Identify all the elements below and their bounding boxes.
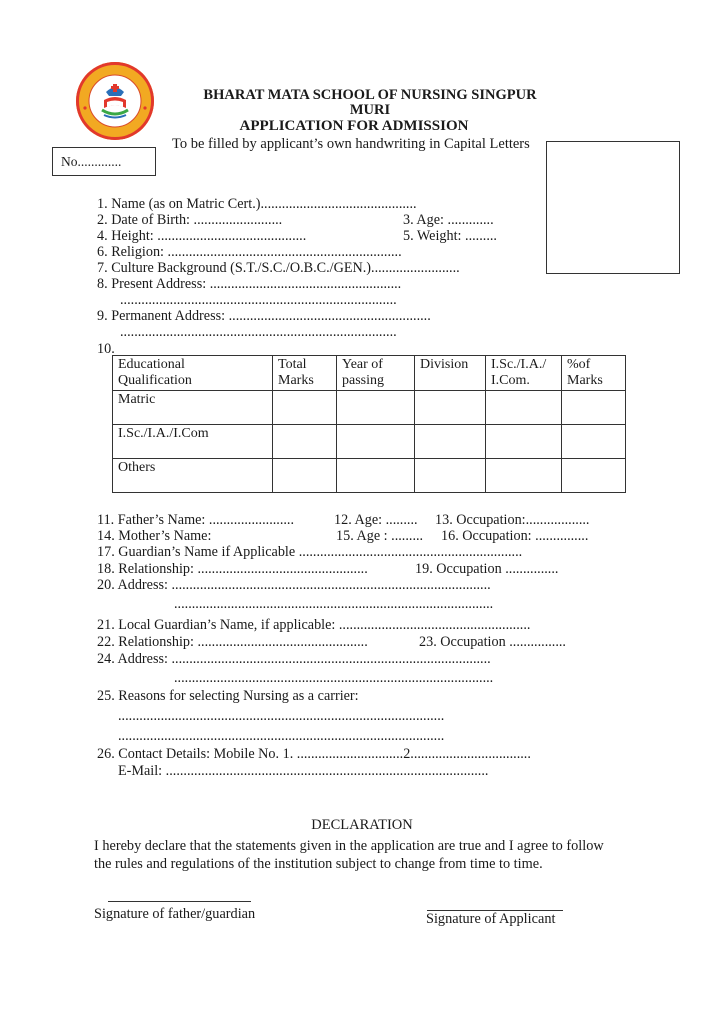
field-mother-occupation[interactable]: 16. Occupation: ...............: [441, 528, 589, 544]
header-division: Division: [415, 356, 486, 391]
field-guardian-occupation[interactable]: 19. Occupation ...............: [415, 561, 559, 577]
table-cell[interactable]: [337, 391, 415, 425]
table-row: [113, 391, 626, 425]
row-label-isc: I.Sc./I.A./I.Com: [113, 425, 273, 459]
field-email[interactable]: E-Mail: ...........................................................................................: [118, 763, 489, 779]
form-title: APPLICATION FOR ADMISSION: [239, 118, 469, 134]
table-cell[interactable]: [337, 425, 415, 459]
table-row: [113, 459, 626, 493]
field-local-guardian-occupation[interactable]: 23. Occupation ................: [419, 634, 566, 650]
field-culture-background[interactable]: 7. Culture Background (S.T./S.C./O.B.C./GEN.).........................: [97, 260, 460, 276]
field-father-name[interactable]: 11. Father’s Name: ........................: [97, 512, 295, 528]
guardian-signature-label: Signature of father/guardian: [94, 906, 256, 922]
field-reasons-line2[interactable]: ............................................................................................: [118, 728, 445, 744]
table-cell[interactable]: [337, 459, 415, 493]
row-label-matric: Matric: [113, 391, 273, 425]
field-permanent-address[interactable]: 9. Permanent Address: .........................................................: [97, 308, 431, 324]
table-cell[interactable]: [486, 425, 562, 459]
field-contact-mobile[interactable]: 26. Contact Details: Mobile No. 1. ..............................2..................................: [97, 746, 531, 762]
field-guardian-relationship[interactable]: 18. Relationship: ................................................: [97, 561, 368, 577]
school-name: BHARAT MATA SCHOOL OF NURSING SINGPUR: [203, 87, 537, 103]
field-height[interactable]: 4. Height: ..........................................: [97, 228, 307, 244]
field-guardian-name[interactable]: 17. Guardian’s Name if Applicable ...............................................................: [97, 544, 523, 560]
field-permanent-address-line2[interactable]: ..............................................................................: [120, 324, 397, 340]
field-local-guardian-relationship[interactable]: 22. Relationship: ................................................: [97, 634, 368, 650]
field-education-label: 10.: [97, 341, 115, 357]
table-cell[interactable]: [415, 391, 486, 425]
field-religion[interactable]: 6. Religion: ..................................................................: [97, 244, 402, 260]
field-guardian-address[interactable]: 20. Address: ..........................................................................................: [97, 577, 491, 593]
field-present-address[interactable]: 8. Present Address: ......................................................: [97, 276, 402, 292]
application-number-label: No.............: [61, 154, 122, 169]
table-cell[interactable]: [415, 459, 486, 493]
table-cell[interactable]: [273, 459, 337, 493]
header-educational-qualification: Educational Qualification: [113, 356, 273, 391]
table-cell[interactable]: [273, 425, 337, 459]
guardian-signature-line[interactable]: [108, 901, 251, 902]
table-cell[interactable]: [273, 391, 337, 425]
table-cell[interactable]: [415, 425, 486, 459]
field-father-occupation[interactable]: 13. Occupation:..................: [435, 512, 590, 528]
applicant-signature-label: Signature of Applicant: [426, 911, 556, 927]
field-local-guardian-address[interactable]: 24. Address: ..........................................................................................: [97, 651, 491, 667]
table-header-row: [113, 356, 626, 391]
table-cell[interactable]: [562, 391, 626, 425]
field-mother-age[interactable]: 15. Age : .........: [336, 528, 424, 544]
field-local-guardian-name[interactable]: 21. Local Guardian’s Name, if applicable: ......................................................: [97, 617, 531, 633]
field-reasons-nursing: 25. Reasons for selecting Nursing as a carrier:: [97, 688, 359, 704]
declaration-text-line2: the rules and regulations of the institution subject to change from time to time.: [94, 856, 543, 872]
header-total-marks: Total Marks: [273, 356, 337, 391]
declaration-text-line1: I hereby declare that the statements given in the application are true and I agree to follow: [94, 838, 604, 854]
header-isc-ia-icom: I.Sc./I.A./ I.Com.: [486, 356, 562, 391]
application-number-box[interactable]: [52, 147, 156, 176]
field-guardian-address-line2[interactable]: ..........................................................................................: [174, 596, 494, 612]
field-mother-name[interactable]: 14. Mother’s Name:: [97, 528, 212, 544]
declaration-title: DECLARATION: [311, 817, 413, 833]
field-father-age[interactable]: 12. Age: .........: [334, 512, 418, 528]
form-instruction: To be filled by applicant’s own handwriting in Capital Letters: [172, 136, 530, 152]
table-cell[interactable]: [486, 391, 562, 425]
field-local-guardian-address-line2[interactable]: ..........................................................................................: [174, 670, 494, 686]
field-reasons-line1[interactable]: ............................................................................................: [118, 708, 445, 724]
table-cell[interactable]: [562, 459, 626, 493]
table-cell[interactable]: [486, 459, 562, 493]
field-name[interactable]: 1. Name (as on Matric Cert.)............................................: [97, 196, 417, 212]
field-age[interactable]: 3. Age: .............: [403, 212, 494, 228]
education-table: [112, 355, 626, 493]
field-date-of-birth[interactable]: 2. Date of Birth: .........................: [97, 212, 283, 228]
field-weight[interactable]: 5. Weight: .........: [403, 228, 497, 244]
photo-box[interactable]: [546, 141, 680, 274]
school-location: MURI: [349, 102, 391, 118]
field-present-address-line2[interactable]: ..............................................................................: [120, 292, 397, 308]
header-year-of-passing: Year of passing: [337, 356, 415, 391]
table-row: [113, 425, 626, 459]
row-label-others: Others: [113, 459, 273, 493]
header-percent-marks: %of Marks: [562, 356, 626, 391]
table-cell[interactable]: [562, 425, 626, 459]
